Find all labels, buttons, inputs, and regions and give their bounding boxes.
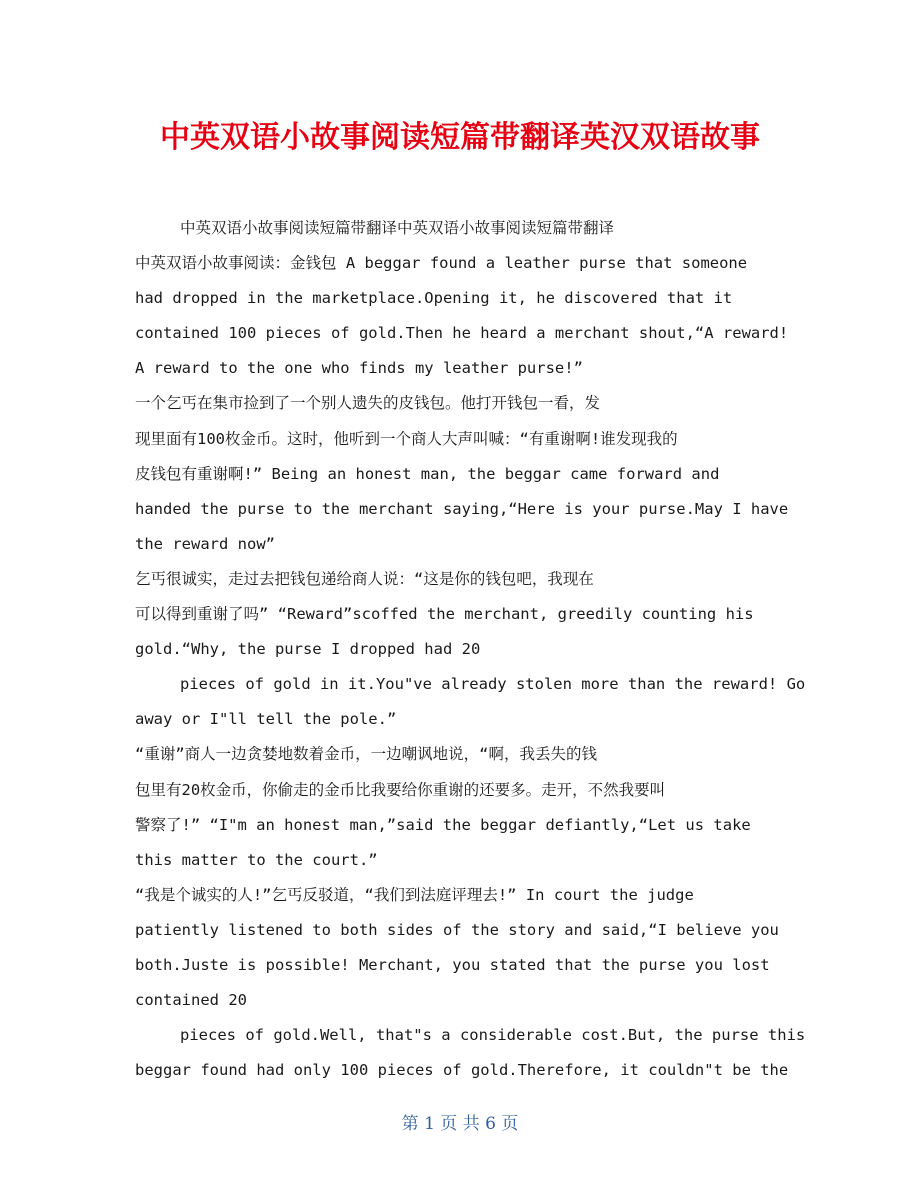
paragraph-line: beggar found had only 100 pieces of gold.Therefore, it couldn"t be the: [135, 1061, 789, 1080]
paragraph-line: 中英双语小故事阅读短篇带翻译中英双语小故事阅读短篇带翻译: [180, 219, 615, 237]
paragraph-line: pieces of gold in it.You"ve already stolen more than the reward! Go: [180, 675, 806, 694]
paragraph-line: contained 100 pieces of gold.Then he heard a merchant shout,“A reward!: [135, 324, 789, 343]
paragraph-line: 现里面有100枚金币。这时，他听到一个商人大声叫喊：“有重谢啊!谁发现我的: [135, 429, 678, 448]
document-body: [135, 211, 806, 1088]
paragraph-line: A reward to the one who finds my leather purse!”: [135, 359, 583, 378]
page-number-footer: 第 1 页 共 6 页: [401, 1114, 519, 1134]
paragraph-line: handed the purse to the merchant saying,“Here is your purse.May I have: [135, 499, 789, 518]
paragraph-line: 一个乞丐在集市捡到了一个别人遗失的皮钱包。他打开钱包一看，发: [135, 394, 601, 413]
paragraph-line: 乞丐很诚实，走过去把钱包递给商人说：“这是你的钱包吧，我现在: [135, 569, 594, 588]
document-title: 中英双语小故事阅读短篇带翻译英汉双语故事: [160, 120, 760, 155]
paragraph-line: pieces of gold.Well, that"s a considerable cost.But, the purse this: [180, 1026, 806, 1045]
paragraph-line: “我是个诚实的人!”乞丐反驳道，“我们到法庭评理去!” In court the judge: [135, 885, 694, 904]
paragraph-line: 警察了!” “I"m an honest man,”said the beggar defiantly,“Let us take: [135, 815, 751, 834]
paragraph-line: 皮钱包有重谢啊!” Being an honest man, the beggar came forward and: [135, 464, 720, 483]
paragraph-line: gold.“Why, the purse I dropped had 20: [135, 640, 481, 659]
paragraph-line: 中英双语小故事阅读：金钱包 A beggar found a leather purse that someone: [135, 254, 748, 273]
paragraph-line: patiently listened to both sides of the story and said,“I believe you: [135, 920, 779, 939]
paragraph-line: 可以得到重谢了吗” “Reward”scoffed the merchant, greedily counting his: [135, 605, 754, 624]
paragraph-line: the reward now”: [135, 534, 275, 553]
paragraph-line: 包里有20枚金币，你偷走的金币比我要给你重谢的还要多。走开，不然我要叫: [135, 780, 666, 799]
paragraph-line: away or I"ll tell the pole.”: [135, 710, 397, 729]
paragraph-line: contained 20: [135, 991, 247, 1010]
paragraph-line: this matter to the court.”: [135, 850, 378, 869]
paragraph-line: both.Juste is possible! Merchant, you stated that the purse you lost: [135, 955, 770, 974]
paragraph-line: had dropped in the marketplace.Opening it, he discovered that it: [135, 289, 733, 308]
paragraph-line: “重谢”商人一边贪婪地数着金币，一边嘲讽地说，“啊，我丢失的钱: [135, 745, 597, 764]
